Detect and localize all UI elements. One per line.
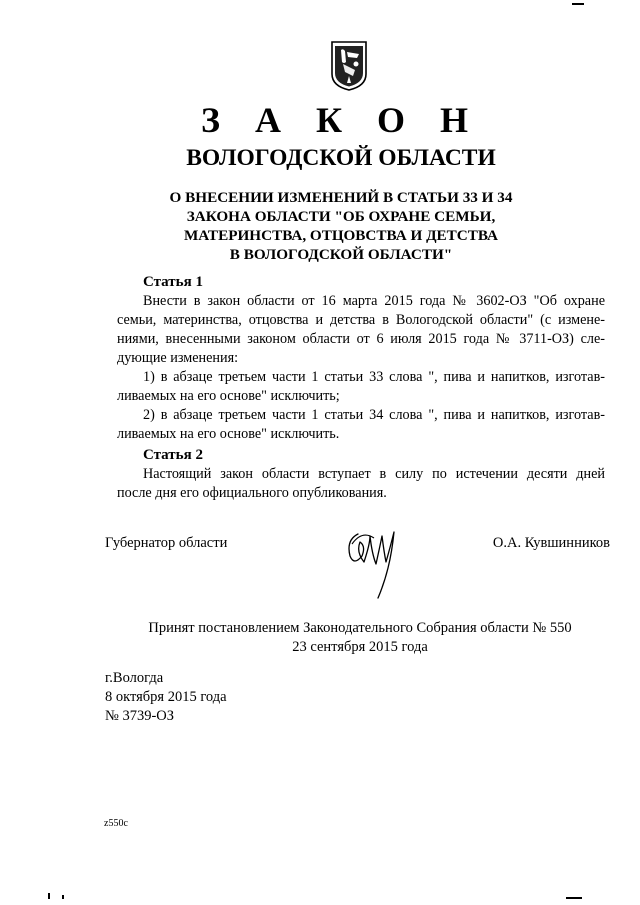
subject-line: МАТЕРИНСТВА, ОТЦОВСТВА И ДЕТСТВА [183,227,499,244]
signing-date: 8 октября 2015 года [105,689,227,705]
text-line: Настоящий закон области вступает в силу по истечении десяти дней [143,466,605,482]
scan-mark [572,3,584,5]
document-code: z550c [104,818,128,829]
text-line: ливаемых на его основе" исключить. [117,426,340,442]
article-1-text [117,292,605,444]
coat-of-arms-emblem [329,40,369,92]
scan-mark [62,895,64,899]
governor-name: О.А. Кувшинников [492,535,610,551]
city: г.Вологда [105,670,164,686]
adoption-note [0,619,640,657]
text-line: 2) в абзаце третьем части 1 статьи 34 слова ", пива и напитков, изготав- [143,407,605,423]
adoption-line: Принят постановлением Законодательного Собрания области № 550 [148,620,572,636]
text-line: 1) в абзаце третьем части 1 статьи 33 слова ", пива и напитков, изготав- [143,369,605,385]
law-number: № 3739-ОЗ [105,708,175,724]
text-line: Внести в закон области от 16 марта 2015 года № 3602-ОЗ "Об охране [143,293,605,309]
governor-title: Губернатор области [105,535,228,551]
article-2-text [117,465,605,503]
article-1-title: Статья 1 [143,274,203,290]
subject-line: ЗАКОНА ОБЛАСТИ "ОБ ОХРАНЕ СЕМЬИ, [186,208,496,225]
text-line: дующие изменения: [117,350,239,366]
subject-line: В ВОЛОГОДСКОЙ ОБЛАСТИ" [229,246,453,263]
scan-mark [48,893,50,899]
adoption-date: 23 сентября 2015 года [292,639,428,655]
law-heading: З А К О Н [200,100,482,140]
law-subject-title [0,188,640,264]
region-heading: ВОЛОГОДСКОЙ ОБЛАСТИ [186,145,496,171]
scan-mark [566,897,582,899]
place-date-number [105,669,227,726]
text-line: семьи, материнства, отцовства и детства в Вологодской области" (с измене- [117,312,605,328]
article-2-title: Статья 2 [143,447,203,463]
text-line: после дня его официального опубликования. [117,485,387,501]
text-line: ливаемых на его основе" исключить; [117,388,340,404]
subject-line: О ВНЕСЕНИИ ИЗМЕНЕНИЙ В СТАТЬИ 33 И 34 [169,189,513,206]
handwritten-signature [340,522,410,602]
text-line: ниями, внесенными законом области от 6 июля 2015 года № 3711-ОЗ) сле- [117,331,605,347]
